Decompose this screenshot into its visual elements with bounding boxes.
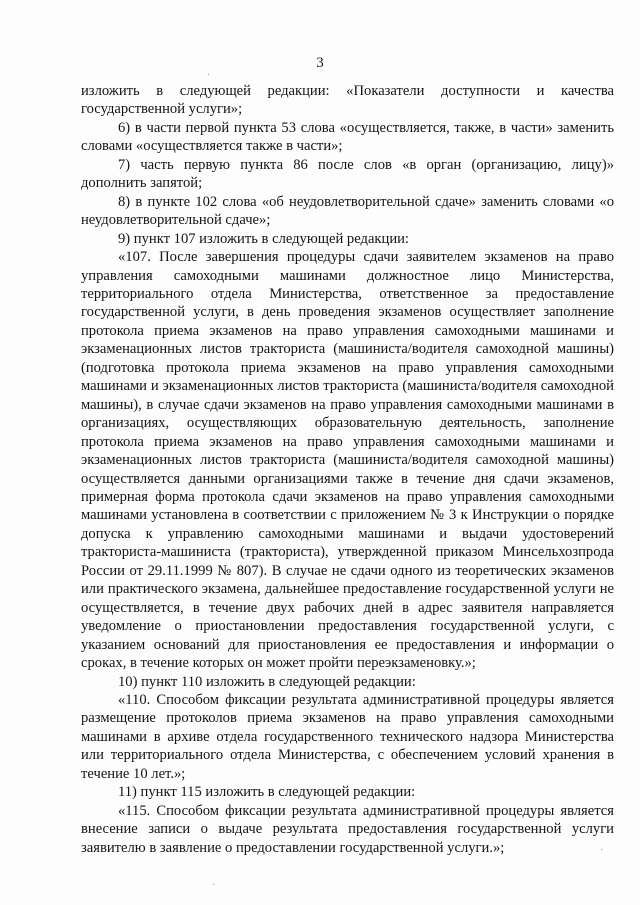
paragraph-item-11: 11) пункт 115 изложить в следующей редакции: [118, 784, 416, 801]
paragraph-item-9: 9) пункт 107 изложить в следующей редакции: [118, 230, 409, 247]
paragraph-item-7: 7) часть первую пункта 86 после слов «в орган (организацию, лицу)» дополнить запятой; [81, 156, 614, 192]
document-body [81, 82, 614, 857]
scan-speck: · [600, 845, 604, 856]
scan-speck: · [212, 880, 216, 891]
paragraph-item-8: 8) в пункте 102 слова «об неудовлетворительной сдаче» заменить словами «о неудовлетворительной сдаче»; [81, 193, 614, 229]
scan-speck: · [207, 70, 211, 81]
paragraph-clause-110: «110. Способом фиксации результата административной процедуры является размещение протоколов приема экзаменов на право управления самоходными машинами в архиве отдела государственного технического надзора Министерства или территориального отдела Министерства, с обеспечением условий хранения в течение 10 лет.»; [81, 691, 614, 782]
paragraph-clause-107: «107. После завершения процедуры сдачи заявителем экзаменов на право управления самоходными машинами должностное лицо Министерства, территориального отдела Министерства, ответственное за предоставление государственной услуги, в день проведения экзаменов осуществляет заполнение протокола приема экзаменов на право управления самоходными машинами и экзаменационных листов тракториста (машиниста/водителя самоходной машины) (подготовка протокола приема экзаменов на право управления самоходными машинами и экзаменационных листов тракториста (машиниста/водителя самоходной машины), в случае сдачи экзаменов на право управления самоходными машинами в организациях, осуществляющих образовательную деятельность, заполнение протокола приема экзаменов на право управления самоходными машинами и экзаменационных листов тракториста (машиниста/водителя самоходной машины) осуществляется данными организациями также в течение дня сдачи экзаменов, примерная форма протокола сдачи экзаменов на право управления самоходными машинами установлена в соответствии с приложением № 3 к Инструкции о порядке допуска к управлению самоходными машинами и выдачи удостоверений тракториста-машиниста (тракториста), утвержденной приказом Минсельхозпрода России от 29.11.1999 № 807). В случае не сдачи одного из теоретических экзаменов или практического экзамена, дальнейшее предоставление государственной услуги не осуществляется, в течение двух рабочих дней в адрес заявителя направляется уведомление о приостановлении предоставления государственной услуги, с указанием оснований для приостановления ее предоставления и информации о сроках, в течение которых он может пройти переэкзаменовку.»; [81, 249, 614, 672]
page-number: 3 [316, 55, 324, 71]
paragraph-clause-115: «115. Способом фиксации результата административной процедуры является внесение записи о выдаче результата предоставления государственной услуги заявителю в заявление о предоставлении государственной услуги.»; [81, 802, 614, 856]
paragraph-item-6: 6) в части первой пункта 53 слова «осуществляется, также, в части» заменить словами «осуществляется также в части»; [81, 119, 614, 155]
paragraph-item-10: 10) пункт 110 изложить в следующей редакции: [118, 673, 416, 690]
paragraph-continuation: изложить в следующей редакции: «Показатели доступности и качества государственной услуги»; [81, 83, 614, 118]
